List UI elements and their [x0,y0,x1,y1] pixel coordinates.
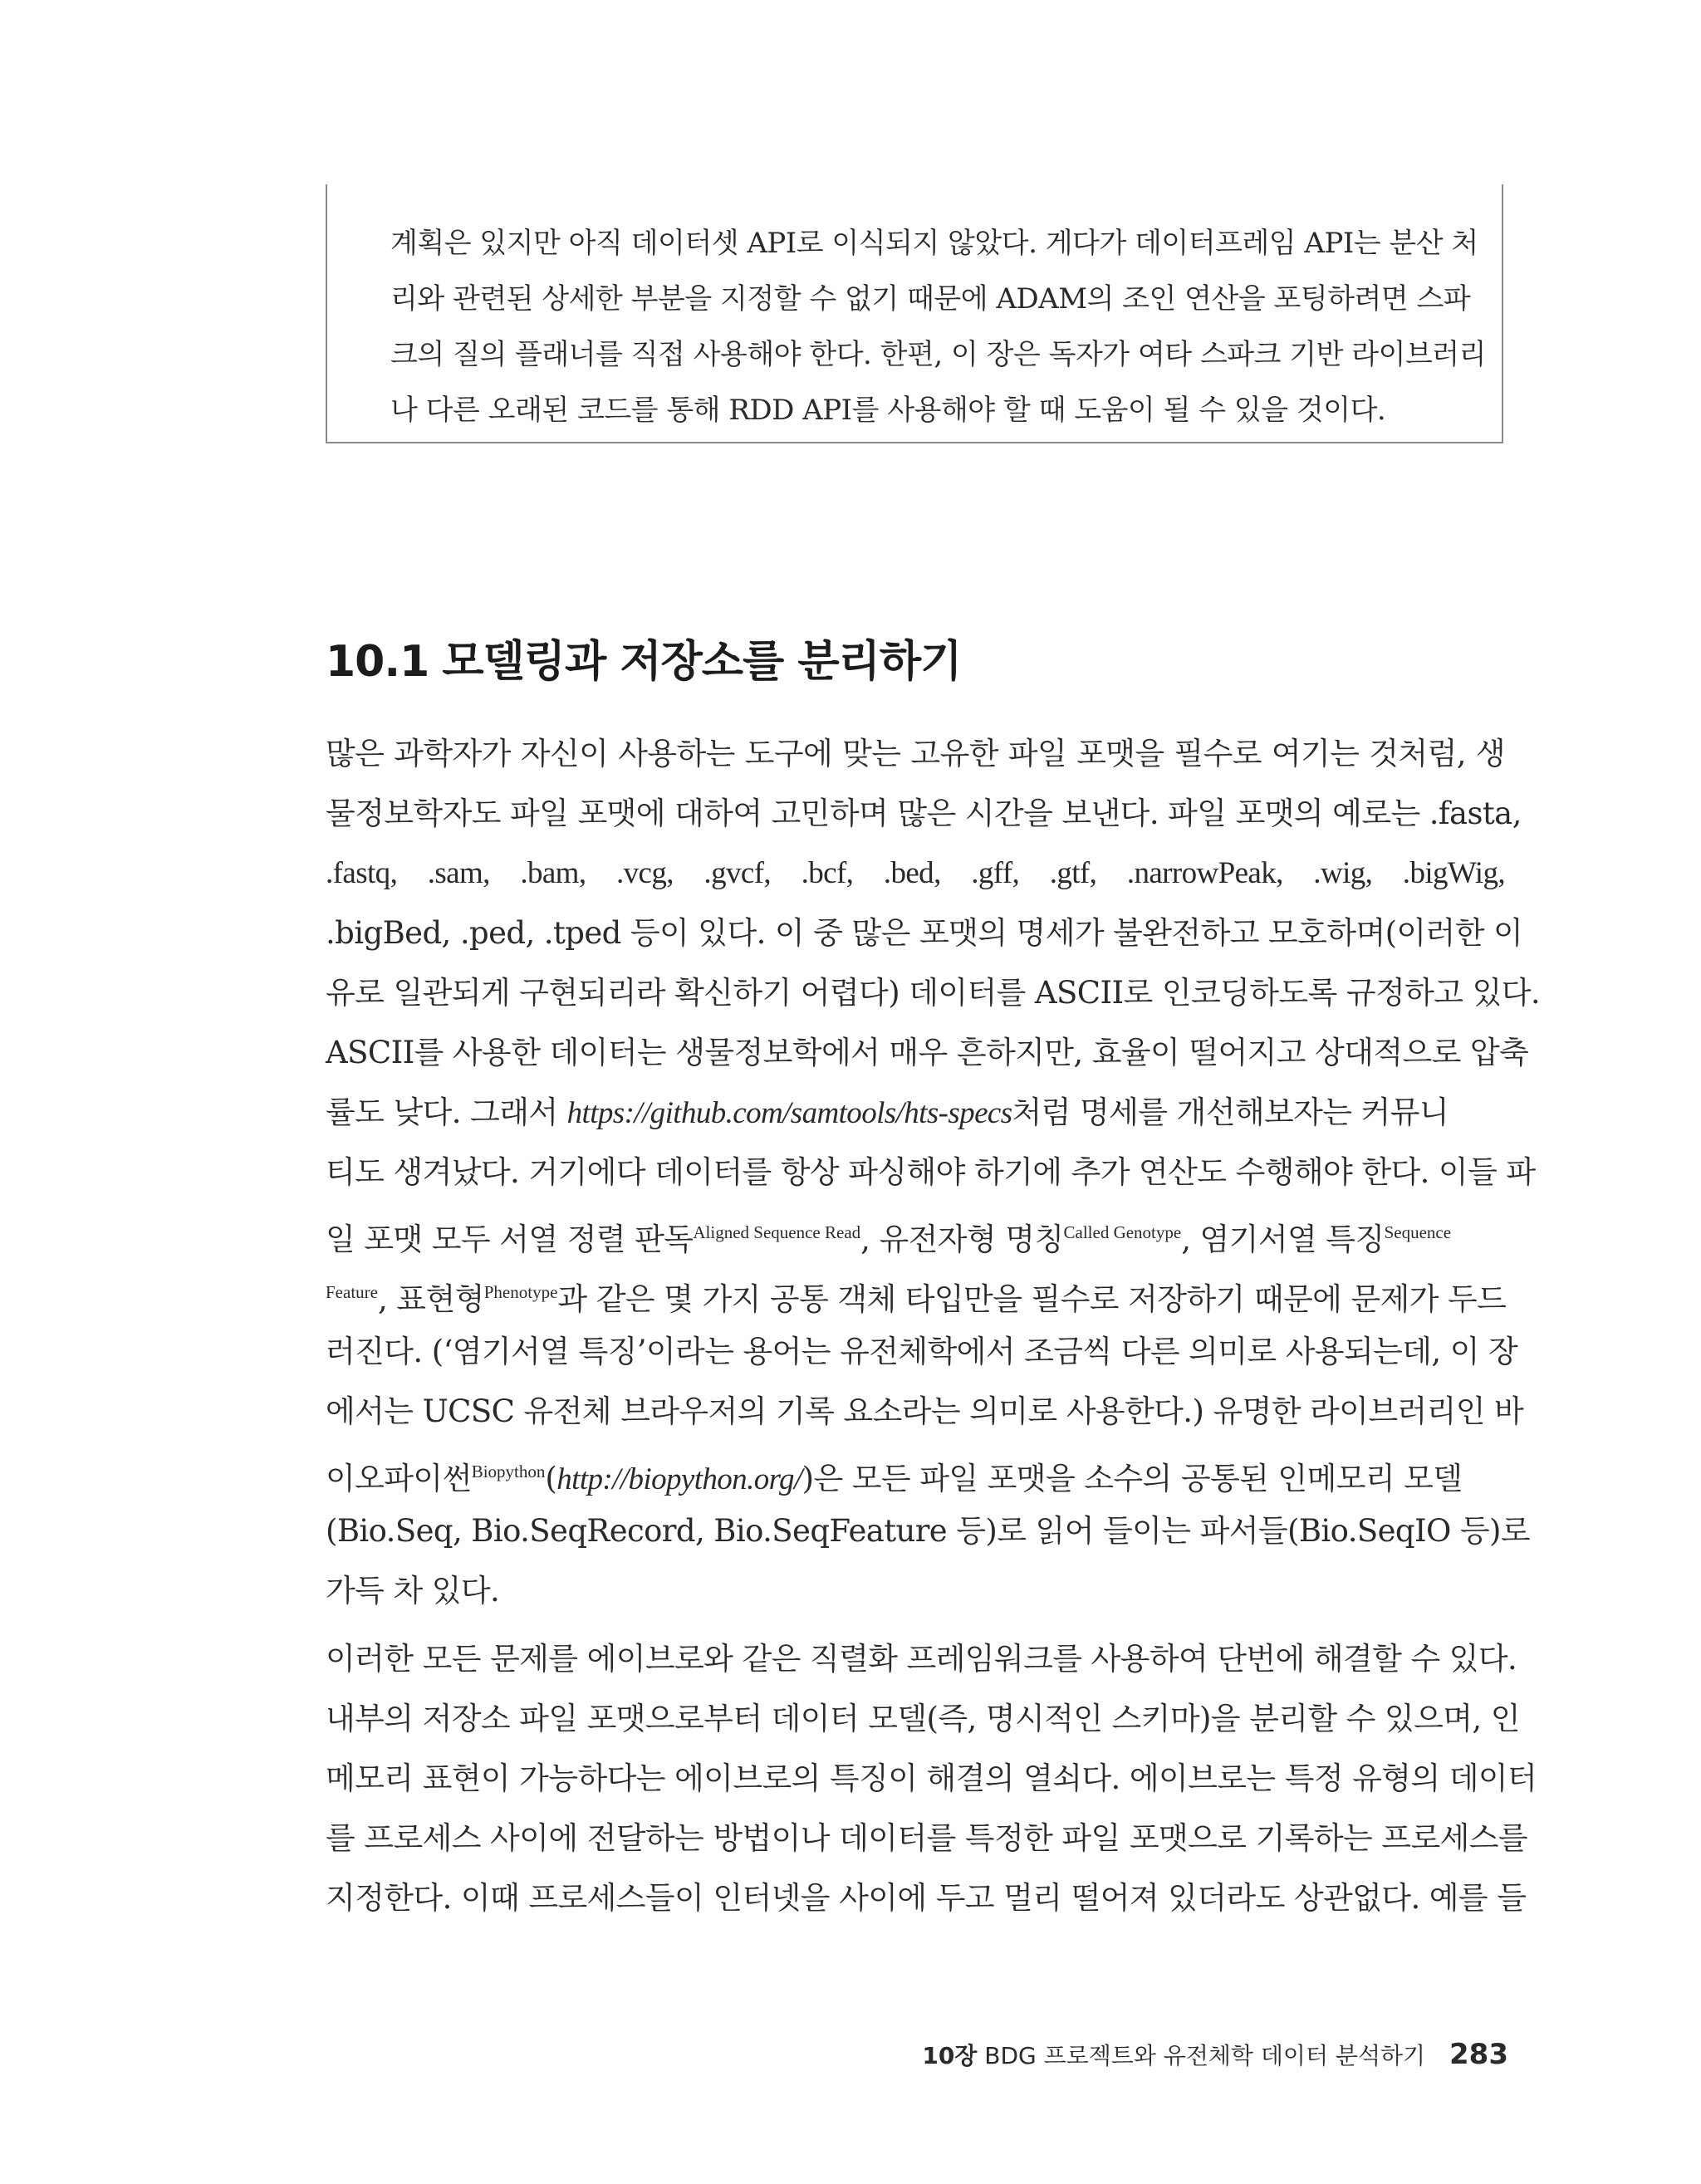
gloss-biopython: Biopython [471,1462,546,1481]
paragraph-line: 지정한다. 이때 프로세스들이 인터넷을 사이에 두고 멀리 떨어져 있더라도 상관없다. 예를 들 [326,1880,1527,1916]
text-run: 률도 낮다. 그래서 [326,1094,567,1130]
paragraph-line: 가득 차 있다. [326,1573,500,1609]
text-run: , 염기서열 특징 [1181,1222,1385,1257]
hts-specs-link[interactable]: https://github.com/samtools/hts-specs [566,1096,1012,1130]
text-run: ( [545,1461,557,1496]
paragraph-line: .fastq, .sam, .bam, .vcg, .gvcf, .bcf, .bed, .gff, .gtf, .narrowPeak, .wig, .bigWig, [326,856,1505,890]
page-number: 283 [1449,2038,1508,2071]
section-title: 모델링과 저장소를 분리하기 [442,637,962,687]
paragraph-line: 유로 일관되게 구현되리라 확신하기 어렵다) 데이터를 ASCII로 인코딩하도록 규정하고 있다. [326,975,1541,1011]
gloss-phenotype: Phenotype [483,1282,558,1302]
section-heading [326,633,961,691]
paragraph-line: 이러한 모든 문제를 에이브로와 같은 직렬화 프레임워크를 사용하여 단번에 해결할 수 있다. [326,1641,1517,1677]
paragraph-line: (Bio.Seq, Bio.SeqRecord, Bio.SeqFeature 등)로 읽어 들이는 파서들(Bio.SeqIO 등)로 [326,1513,1531,1549]
paragraph-line [326,1262,1505,1322]
section-number: 10.1 [326,637,429,687]
paragraph-line: 러진다. (‘염기서열 특징’이라는 용어는 유전체학에서 조금씩 다른 의미로 사용되는데, 이 장 [326,1334,1518,1369]
paragraph-line [326,1083,1505,1143]
gloss-aligned-sequence-read: Aligned Sequence Read [693,1222,861,1242]
text-run: , 표현형 [377,1281,484,1317]
note-box [326,184,1503,443]
text-run: 과 같은 몇 가지 공통 객체 타입만을 필수로 저장하기 때문에 문제가 두드 [557,1281,1507,1317]
text-run: )은 모든 파일 포맷을 소수의 공통된 인메모리 모델 [801,1461,1463,1496]
gloss-sequence: Sequence [1384,1222,1452,1242]
paragraph-line: 에서는 UCSC 유전체 브라우저의 기록 요소라는 의미로 사용한다.) 유명한 라이브러리인 바 [326,1393,1524,1429]
paragraph-line: 물정보학자도 파일 포맷에 대하여 고민하며 많은 시간을 보낸다. 파일 포맷의 예로는 .fasta, [326,796,1522,831]
biopython-link[interactable]: http://biopython.org/ [556,1462,802,1496]
footer-chapter-title: BDG 프로젝트와 유전체학 데이터 분석하기 [984,2042,1426,2069]
text-run: 이오파이썬 [326,1461,472,1496]
text-run: 일 포맷 모두 서열 정렬 판독 [326,1222,694,1257]
paragraph-line: 많은 과학자가 자신이 사용하는 도구에 맞는 고유한 파일 포맷을 필수로 여기는 것처럼, 생 [326,736,1505,771]
footer-chapter-number: 10장 [922,2042,978,2069]
paragraph-2 [326,1629,1537,1928]
paragraph-line: 내부의 저장소 파일 포맷으로부터 데이터 모델(즉, 명시적인 스키마)을 분리할 수 있으며, 인 [326,1701,1520,1736]
note-line: 나 다른 오래된 코드를 통해 RDD API를 사용해야 할 때 도움이 될 수 있을 것이다. [390,394,1386,427]
paragraph-1 [326,724,1541,1621]
text-run: 처럼 명세를 개선해보자는 커뮤니 [1012,1094,1449,1130]
paragraph-line [326,1202,1505,1262]
paragraph-line: 메모리 표현이 가능하다는 에이브로의 특징이 해결의 열쇠다. 에이브로는 특정 유형의 데이터 [326,1760,1537,1796]
paragraph-line: ASCII를 사용한 데이터는 생물정보학에서 매우 흔하지만, 효율이 떨어지고 상대적으로 압축 [326,1035,1529,1070]
paragraph-line: 를 프로세스 사이에 전달하는 방법이나 데이터를 특정한 파일 포맷으로 기록하는 프로세스를 [326,1820,1528,1856]
paragraph-line [326,1442,1505,1501]
note-line: 크의 질의 플래너를 직접 사용해야 한다. 한편, 이 장은 독자가 여타 스파크 기반 라이브러리 [390,338,1486,371]
text-run: , 유전자형 명칭 [860,1222,1064,1257]
note-line: 계획은 있지만 아직 데이터셋 API로 이식되지 않았다. 게다가 데이터프레임 API는 분산 처 [390,227,1478,260]
gloss-feature: Feature [326,1282,378,1302]
note-line: 리와 관련된 상세한 부분을 지정할 수 없기 때문에 ADAM의 조인 연산을 포팅하려면 스파 [390,282,1471,316]
paragraph-line: .bigBed, .ped, .tped 등이 있다. 이 중 많은 포맷의 명세가 불완전하고 모호하며(이러한 이 [326,915,1523,951]
paragraph-line: 티도 생겨났다. 거기에다 데이터를 항상 파싱해야 하기에 추가 연산도 수행해야 한다. 이들 파 [326,1154,1536,1190]
gloss-called-genotype: Called Genotype [1063,1222,1182,1242]
page-footer [922,2038,1508,2073]
